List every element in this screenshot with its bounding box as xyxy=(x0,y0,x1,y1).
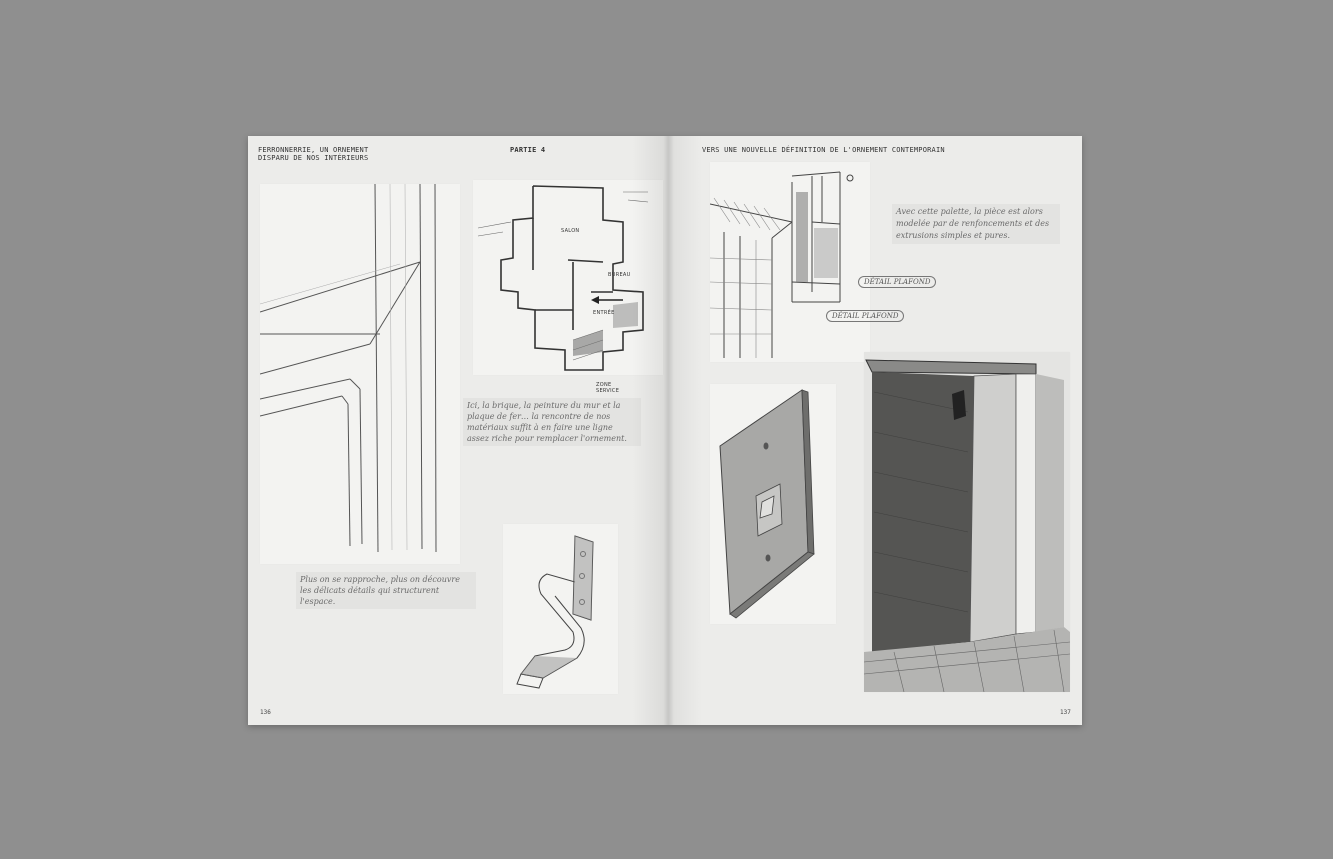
window-frame-sketch xyxy=(260,184,460,564)
page-number-left: 136 xyxy=(260,709,271,716)
page-number-right: 137 xyxy=(1060,709,1071,716)
floor-plan-drawing xyxy=(473,180,663,375)
plan-label-bureau: BUREAU xyxy=(608,272,631,278)
section-header: PARTIE 4 xyxy=(510,146,546,154)
magazine-spread xyxy=(248,136,1082,725)
light-switch-sketch xyxy=(710,384,836,624)
ceiling-detail-sketch xyxy=(710,162,870,362)
plan-label-zone-service: ZONE SERVICE xyxy=(596,382,620,394)
left-page xyxy=(248,136,662,725)
plan-label-entree: ENTRÉE xyxy=(593,310,615,316)
hinge-sketch xyxy=(503,524,618,694)
light-switch-drawing xyxy=(710,384,836,624)
right-page xyxy=(662,136,1082,725)
detail-caption: Avec cette palette, la pièce est alors modelée par de renfoncements et des extrusions simples et pures. xyxy=(892,204,1060,244)
plan-caption: Ici, la brique, la peinture du mur et la plaque de fer… la rencontre de nos matériaux suffit à en faire une ligne assez riche pour remplacer l'ornement. xyxy=(463,398,641,446)
left-header-title: FERRONNERRIE, UN ORNEMENT DISPARU DE NOS INTÉRIEURS xyxy=(258,146,369,162)
window-frame-drawing xyxy=(260,184,460,564)
right-header-title: VERS UNE NOUVELLE DÉFINITION DE L'ORNEMENT CONTEMPORAIN xyxy=(702,146,945,154)
doorway-sketch xyxy=(864,352,1070,692)
ceiling-detail-drawing xyxy=(710,162,870,362)
hinge-drawing xyxy=(503,524,618,694)
floor-plan-sketch xyxy=(473,180,663,394)
ceiling-detail-tag-1: DÉTAIL PLAFOND xyxy=(858,276,936,288)
doorway-drawing xyxy=(864,352,1070,692)
plan-label-salon: SALON xyxy=(561,228,580,234)
window-caption: Plus on se rapproche, plus on découvre les délicats détails qui structurent l'espace. xyxy=(296,572,476,609)
ceiling-detail-tag-2: DÉTAIL PLAFOND xyxy=(826,310,904,322)
